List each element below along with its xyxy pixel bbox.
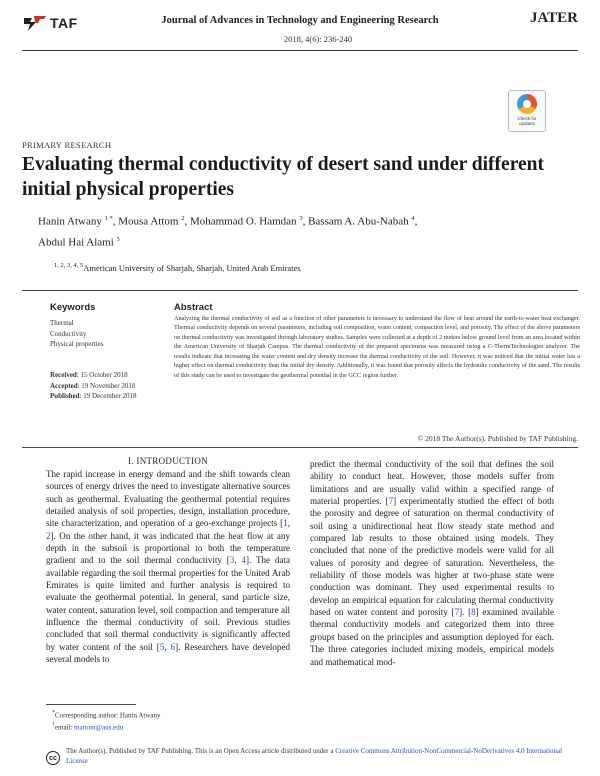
- body-text: ]. [: [459, 607, 472, 618]
- keyword-item: Physical properties: [50, 340, 104, 348]
- affiliation-sup: 1, 2, 3, 4, 5: [54, 262, 84, 269]
- received-date: : 15 October 2018: [76, 371, 128, 379]
- accepted-label: Accepted: [50, 381, 78, 390]
- body-text: ,: [234, 555, 242, 566]
- accepted-date: : 19 November 2018: [77, 381, 136, 390]
- author-sup: 4: [411, 215, 415, 222]
- check-for-updates-button[interactable]: [508, 90, 546, 132]
- crossmark-icon: [517, 94, 537, 114]
- check-badge-label: Check for updates: [517, 116, 537, 126]
- section-heading-introduction: I. INTRODUCTION: [128, 456, 208, 466]
- body-text: ]. The data available regarding the soil thermal properties for the United Arab Emirates is quite limited and further analysis is required to evaluate the geothermal potential. In general, sand particle size, water content, saturation level, soil compaction and temperature all influence the thermal conductivity of soil. Previous studies concluded that soil thermal conductivity is significantly affected by water content of the soil [: [46, 555, 290, 652]
- keywords-heading: Keywords: [50, 302, 96, 313]
- citation-link[interactable]: 2: [46, 530, 51, 541]
- citation-link[interactable]: 5: [159, 641, 165, 652]
- affiliation-text: American University of Sharjah, Sharjah, United Arab Emirates: [83, 262, 301, 273]
- body-column-right: [310, 458, 554, 668]
- body-text: ]. Researchers have developed several models to: [46, 641, 290, 665]
- author-name: Bassam A. Abu-Nabah: [308, 215, 409, 228]
- author-name: Mousa Attom: [118, 215, 179, 228]
- license-link[interactable]: Creative Commons Attribution-NonCommercial-NoDerivatives 4.0 International License: [66, 747, 563, 765]
- body-text: predict the thermal conductivity of the soil that defines the soil ability to conduct heat. However, those models suffer from limitations and are usually valid within a specified range of material properties. [: [310, 459, 554, 507]
- title-divider: [22, 290, 578, 291]
- body-text: ] examined available thermal conductivity models and categorized them into three groups based on the principles and assumption deployed for each. The three categories included mixing models, empirical models and mathematical mod-: [310, 607, 554, 667]
- corresponding-author: Corresponding author: Hanin Atwany: [54, 711, 161, 720]
- affiliation: [54, 262, 301, 273]
- email-sup: †: [52, 722, 55, 729]
- published-label: Published: [50, 392, 80, 400]
- citation-link[interactable]: 4: [241, 555, 247, 566]
- keyword-item: Conductivity: [50, 329, 87, 338]
- author-list: Hanin Atwany $^{1 *}$, Mousa Attom $^2$, Mohammad O. Hamdan $^3$, Bassam A. Abu-Nabah $^4$, Abdul Hai Alami $^5$: [38, 215, 418, 249]
- abstract-text: Analyzing the thermal conductivity of soil as a function of other parameters is necessary to understand the flow of heat around the earth-to-water heat exchanger. Thermal conductivity depends on several parameters, including soil composition, water content, compaction level, and porosity. The effect of the above parameters on thermal conductivity was investigated through laboratory studies. Samples were collected at a depth of 2 meters below ground level from an area located within the American University of Sharjah Campus. The thermal conductivity of the prepared specimens was measured using a C-ThermTechnologies analyzer. The results indicate that increasing the water content and dry density increase the thermal conductivity of the soil. However, it was noticed that the initial water has a higher effect on thermal conductivity than the initial dry density. Additionally, it was found that porosity affects the hydraulic conductivity of the sand. The results of this study can be used to investigate the geothermal potential in the GCC region further.: [174, 315, 580, 379]
- body-text: ,: [287, 518, 290, 529]
- body-text: ]. On the other hand, it was indicated that the heat flow at any depth in the subsoil is proportional to both the temperature gradient and to the soil thermal conductivity [: [46, 530, 290, 566]
- article-dates: [50, 370, 137, 402]
- author-name: Hanin Atwany: [38, 215, 102, 228]
- citation-link[interactable]: 3: [229, 555, 235, 566]
- citation-link[interactable]: 6: [170, 641, 176, 652]
- body-text: ] experimentally studied the effect of both the porosity and degree of saturation on thermal conductivity of soil using a unidirectional heat flow steady state method and compared lab results to those obtained using models. They concluded that none of the predictive models were valid for all values of porosity and degree of saturation. Nevertheless, the reliability of those models was higher at two-phase state were conduction was dominant. They used experimental results to develop an empirical equation for calculating thermal conductivity based on water content and porosity [: [310, 496, 554, 618]
- abstract-heading: Abstract: [174, 302, 213, 313]
- creative-commons-icon: cc: [46, 751, 60, 765]
- footnotes: [52, 708, 161, 733]
- footnote-divider: [46, 704, 136, 705]
- journal-title: Journal of Advances in Technology and Engineering Research: [161, 15, 439, 26]
- body-text: The rapid increase in energy demand and the shift towards clean sources of energy drives the need to investigate alternative sources such as geothermal. Evaluating the geothermal potential requires detailed analysis of soil properties, design, installation procedure, site characterization, and operation of a geo-exchange projects [: [46, 469, 290, 529]
- author-sup: 3: [299, 215, 303, 222]
- journal-abbrev: JATER: [529, 10, 578, 26]
- header-divider: [22, 50, 578, 51]
- received-label: Received: [50, 371, 77, 379]
- author-sup: 5: [116, 235, 120, 243]
- corr-sup: *: [52, 710, 55, 716]
- citation-link[interactable]: 1: [283, 518, 288, 529]
- journal-volume: 2018, 4(6): 236-240: [283, 34, 353, 44]
- keyword-item: Thermal: [50, 319, 74, 327]
- license-text: The Author(s). Published by TAF Publishing. This is an Open Access article distributed under a: [66, 747, 336, 755]
- published-date: : 19 December 2018: [79, 392, 137, 400]
- license-notice: [66, 746, 566, 766]
- citation-link[interactable]: 7: [388, 496, 394, 507]
- author-sup: 2: [181, 215, 185, 222]
- paper-title: Evaluating thermal conductivity of desert sand under different initial physical properties: [22, 154, 544, 200]
- article-type: PRIMARY RESEARCH: [22, 140, 112, 150]
- email-label: email:: [54, 723, 75, 732]
- logo-text: TAF: [50, 15, 78, 31]
- author-name: Abdul Hai Alami: [38, 236, 114, 249]
- citation-link[interactable]: 8: [471, 607, 476, 618]
- body-column-left: [46, 468, 290, 666]
- copyright-notice: © 2018 The Author(s). Published by TAF Publishing.: [417, 434, 578, 443]
- abstract-divider: [22, 447, 578, 448]
- citation-link[interactable]: 7: [454, 607, 460, 618]
- author-sup: 1 *: [104, 215, 113, 222]
- keywords-list: [50, 318, 103, 350]
- author-name: Mohammad O. Hamdan: [189, 215, 297, 228]
- email-link[interactable]: mattom@aus.edu: [74, 723, 124, 732]
- body-text: ,: [164, 641, 171, 652]
